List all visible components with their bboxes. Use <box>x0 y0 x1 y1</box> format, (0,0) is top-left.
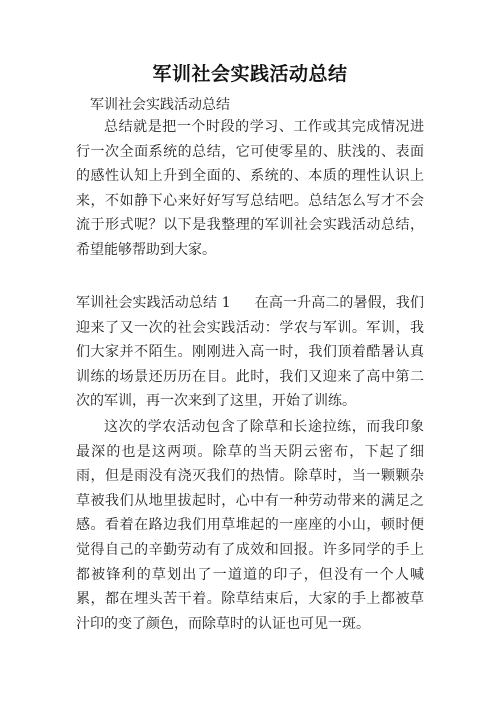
section-one-paragraph <box>76 291 424 414</box>
document-title: 军训社会实践活动总结 <box>152 63 348 85</box>
farming-paragraph <box>76 415 424 636</box>
intro-paragraph <box>76 115 424 263</box>
intro-paragraph-text: 总结就是把一个时段的学习、工作或其完成情况进行一次全面系统的总结，它可使零星的、肤浅的、表面的感性认知上升到全面的、系统的、本质的理性认识上来，不如静下心来好好写写总结吧。总结怎么写才不会流于形式呢？以下是我整理的军训社会实践活动总结，希望能够帮助到大家。 <box>76 119 424 258</box>
farming-paragraph-text: 这次的学农活动包含了除草和长途拉练，而我印象最深的也是这两项。除草的当天阴云密布，下起了细雨，但是雨没有浇灭我们的热情。除草时，当一颗颗杂草被我们从地里拔起时，心中有一种劳动带来的满足之感。看着在路边我们用草堆起的一座座的小山，顿时便觉得自己的辛勤劳动有了成效和回报。许多同学的手上都被锋利的草划出了一道道的印子，但没有一个人喊累，都在埋头苦干着。除草结束后，大家的手上都被草汁印的变了颜色，而除草时的认证也可见一斑。 <box>76 419 424 632</box>
document-subtitle: 军训社会实践活动总结 <box>90 97 230 113</box>
section-one-heading: 军训社会实践活动总结 1 <box>76 295 231 311</box>
section-one-text: 在高一升高二的暑假，我们迎来了又一次的社会实践活动：学农与军训。军训，我们大家并不陌生。刚刚进入高一时，我们顶着酷暑认真训练的场景还历历在目。此时，我们又迎来了高中第二次的军训，再一次来到了这里，开始了训练。 <box>76 295 425 410</box>
